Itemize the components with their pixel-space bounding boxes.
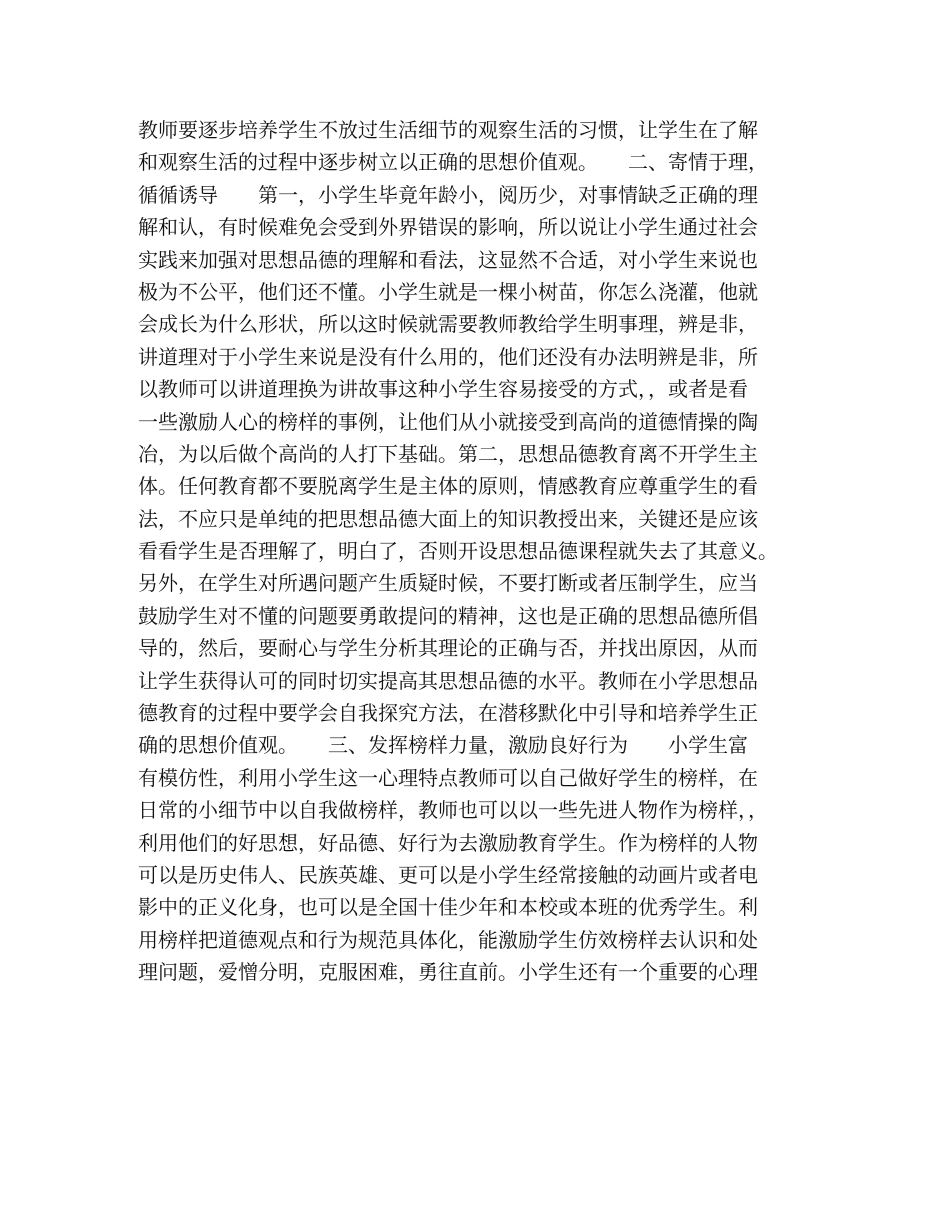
text-line: 循循诱导 第一，小学生毕竟年龄小，阅历少，对事情缺乏正确的理 — [138, 182, 758, 207]
text-line: 体。任何教育都不要脱离学生是主体的原则，情感教育应尊重学生的看 — [138, 474, 758, 499]
text-line: 用榜样把道德观点和行为规范具体化，能激励学生仿效榜样去认识和处 — [138, 927, 758, 952]
text-line: 导的，然后，要耐心与学生分析其理论的正确与否，并找出原因，从而 — [138, 636, 758, 661]
text-line: 一些激励人心的榜样的事例，让他们从小就接受到高尚的道德情操的陶 — [138, 409, 758, 434]
text-line: 理问题，爱憎分明，克服困难，勇往直前。小学生还有一个重要的心理 — [138, 960, 758, 985]
text-line: 确的思想价值观。 三、发挥榜样力量，激励良好行为 小学生富 — [138, 733, 748, 758]
text-line: 鼓励学生对不懂的问题要勇敢提问的精神，这也是正确的思想品德所倡 — [138, 603, 758, 628]
text-line: 法，不应只是单纯的把思想品德大面上的知识教授出来，关键还是应该 — [138, 506, 758, 531]
text-line: 德教育的过程中要学会自我探究方法，在潜移默化中引导和培养学生正 — [138, 701, 758, 726]
text-line: 实践来加强对思想品德的理解和看法，这显然不合适，对小学生来说也 — [138, 247, 758, 272]
text-line: 极为不公平，他们还不懂。小学生就是一棵小树苗，你怎么浇灌，他就 — [138, 279, 758, 304]
text-line: 可以是历史伟人、民族英雄、更可以是小学生经常接触的动画片或者电 — [138, 862, 758, 887]
text-line: 日常的小细节中以自我做榜样，教师也可以以一些先进人物作为榜样，， — [138, 798, 768, 823]
text-line: 看看学生是否理解了，明白了，否则开设思想品德课程就失去了其意义。 — [138, 539, 778, 564]
text-line: 有模仿性，利用小学生这一心理特点教师可以自己做好学生的榜样，在 — [138, 765, 758, 790]
text-line: 以教师可以讲道理换为讲故事这种小学生容易接受的方式，，或者是看 — [138, 377, 748, 402]
text-line: 影中的正义化身，也可以是全国十佳少年和本校或本班的优秀学生。利 — [138, 895, 758, 920]
text-line: 会成长为什么形状，所以这时候就需要教师教给学生明事理，辨是非， — [138, 312, 758, 337]
text-line: 利用他们的好思想，好品德、好行为去激励教育学生。作为榜样的人物 — [138, 830, 758, 855]
text-line: 解和认，有时候难免会受到外界错误的影响，所以说让小学生通过社会 — [138, 215, 758, 240]
text-line: 和观察生活的过程中逐步树立以正确的思想价值观。 二、寄情于理， — [138, 150, 768, 175]
body-paragraph — [138, 114, 828, 989]
text-line: 冶，为以后做个高尚的人打下基础。第二，思想品德教育离不开学生主 — [138, 441, 758, 466]
text-line: 另外，在学生对所遇问题产生质疑时候，不要打断或者压制学生，应当 — [138, 571, 758, 596]
text-line: 让学生获得认可的同时切实提高其思想品德的水平。教师在小学思想品 — [138, 668, 758, 693]
text-line: 讲道理对于小学生来说是没有什么用的，他们还没有办法明辨是非，所 — [138, 344, 758, 369]
text-line: 教师要逐步培养学生不放过生活细节的观察生活的习惯，让学生在了解 — [138, 118, 758, 142]
